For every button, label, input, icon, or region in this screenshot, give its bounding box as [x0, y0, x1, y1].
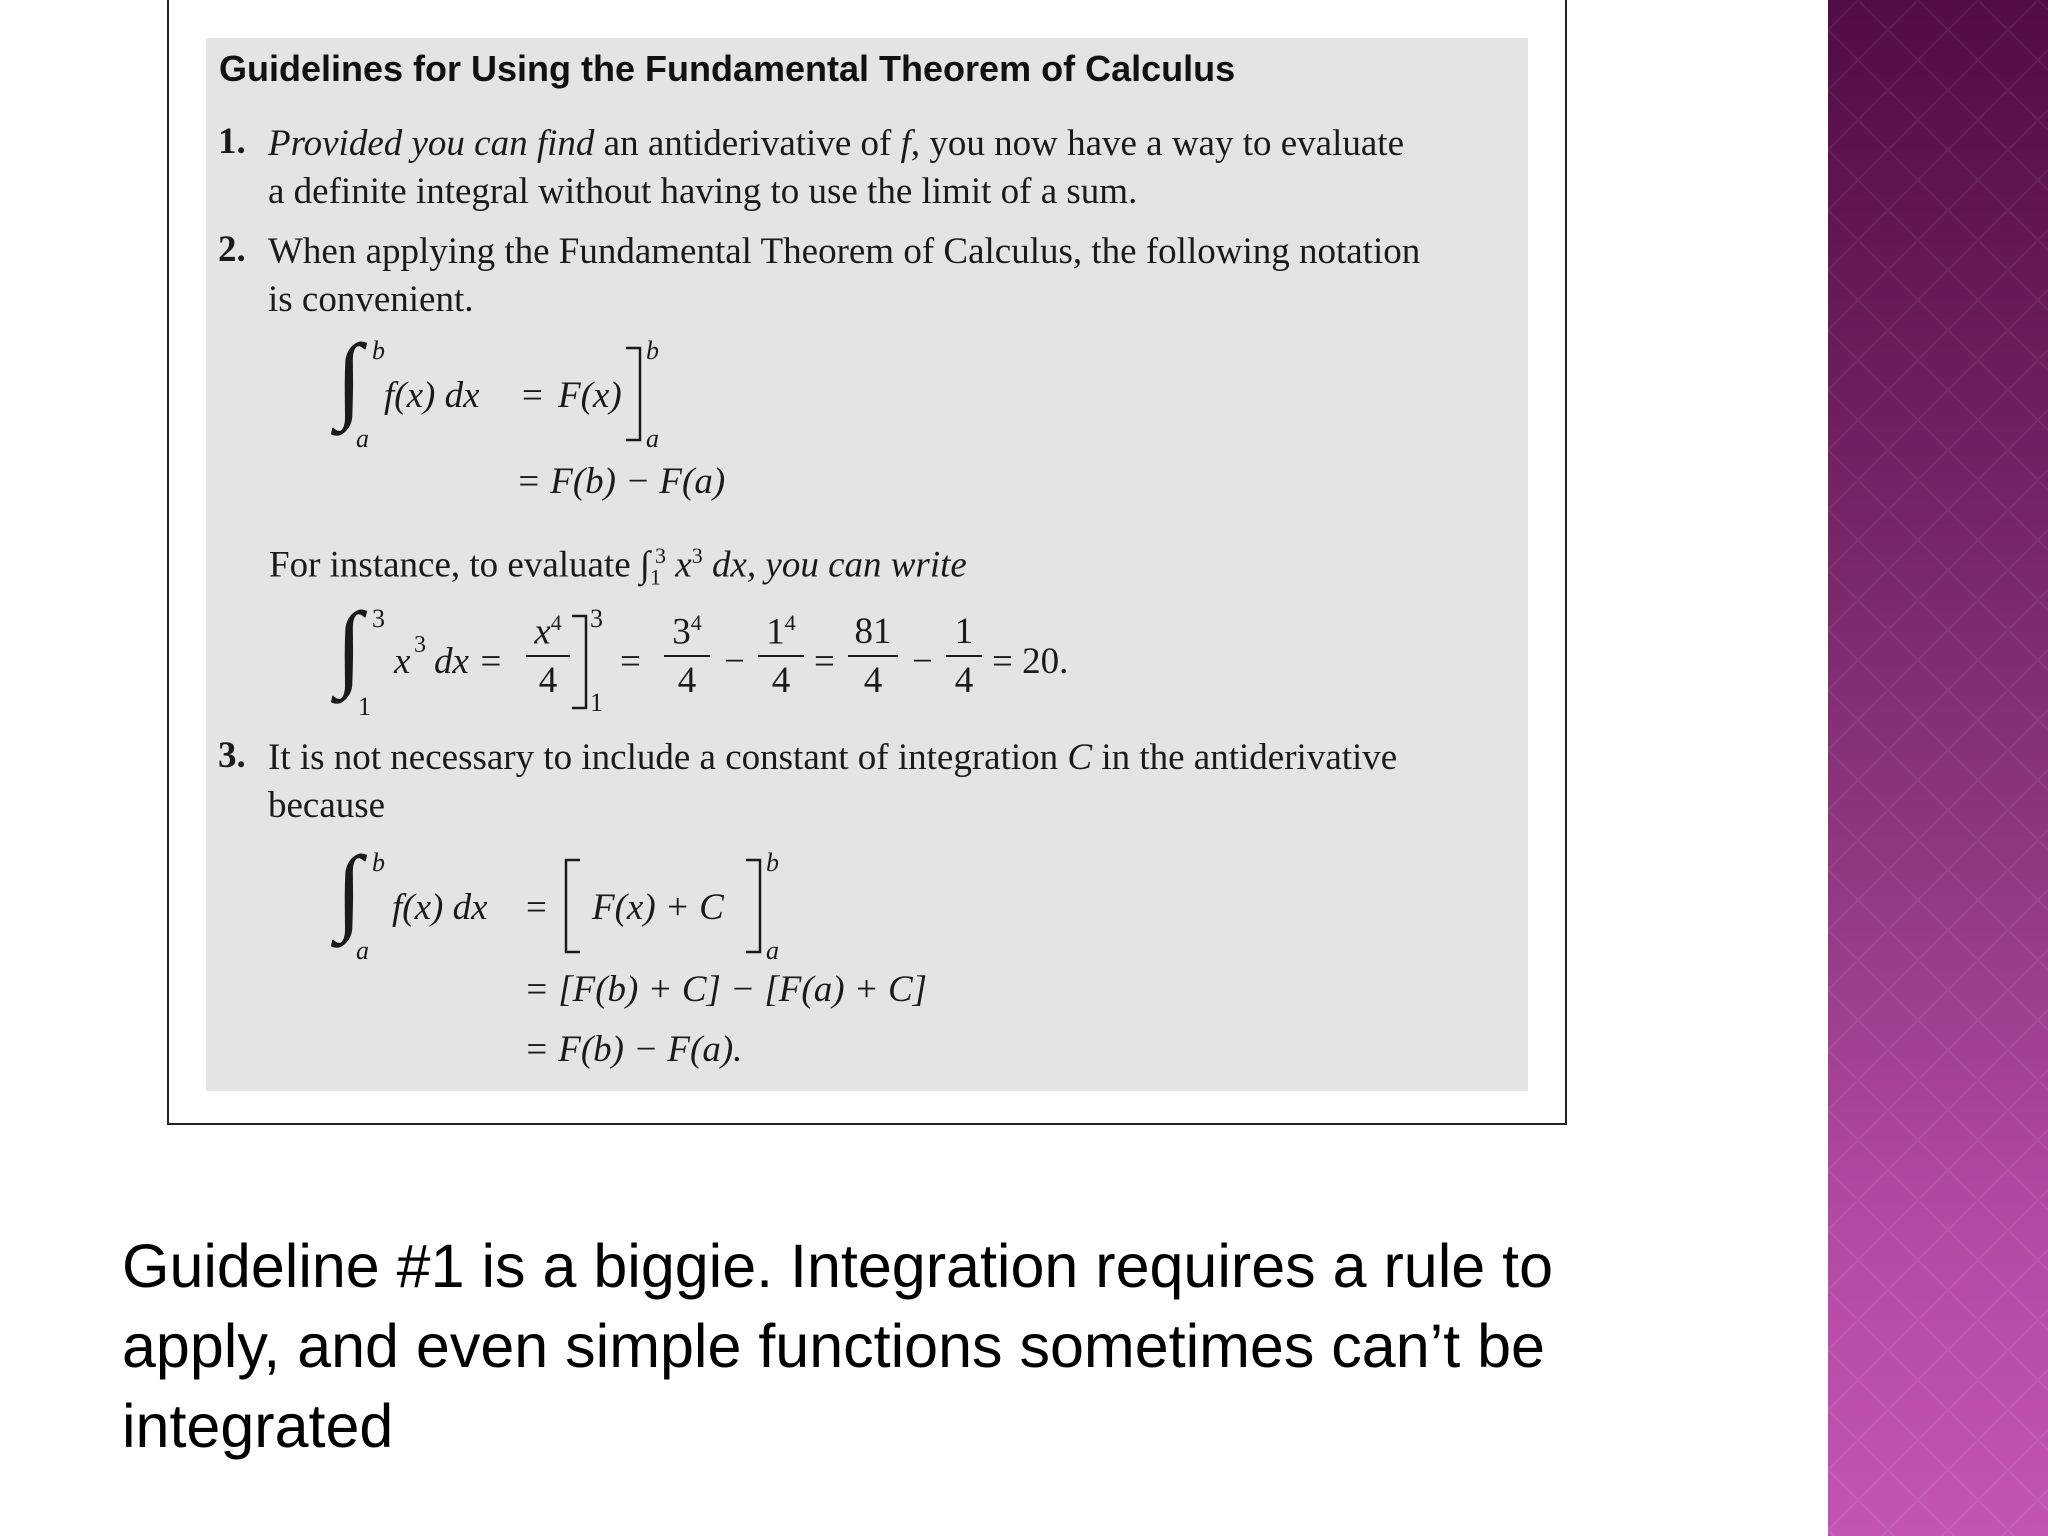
right-square-bracket — [744, 858, 764, 954]
fraction-81-over-4: 81 4 — [848, 610, 898, 702]
integrand: f(x) dx — [392, 887, 488, 928]
bracket-lower-limit: 1 — [590, 688, 603, 717]
integral-upper-limit: b — [372, 336, 385, 365]
bracket-lower-limit: a — [766, 936, 779, 965]
guideline-1-number: 1. — [218, 121, 246, 162]
fraction-1-4-over-4: $1^4$ 4 — [758, 610, 804, 702]
result: = 20. — [992, 641, 1069, 682]
integral-sign: ∫ — [336, 324, 363, 431]
guideline-3-number: 3. — [218, 735, 246, 776]
integrand: f(x) dx — [384, 375, 480, 416]
bracket-upper-limit: 3 — [590, 604, 603, 633]
differential-equals: dx = — [434, 641, 504, 682]
integral-lower-limit: 1 — [358, 692, 371, 721]
guideline-2-number: 2. — [218, 229, 246, 270]
diamond-pattern — [1828, 0, 2048, 1536]
guideline-3-line-2: because — [268, 785, 386, 826]
equation-line-2: = [F(b) + C] − [F(a) + C] — [524, 969, 928, 1010]
equals-sign: = — [522, 375, 543, 416]
slide-caption — [122, 1226, 1822, 1466]
fraction-1-over-4: 1 4 — [946, 610, 982, 702]
minus-sign: − — [912, 641, 933, 682]
bracket-lower-limit: a — [646, 424, 659, 453]
guideline-1-line-1: Provided you can find an antiderivative of f, you now have a way to evaluate — [268, 123, 1405, 164]
caption-line-2: apply, and even simple functions sometimes can’t be — [122, 1312, 1545, 1380]
equals-sign: = — [526, 887, 547, 928]
guidelines-box — [206, 38, 1528, 1091]
equation-line-2: = F(b) − F(a) — [516, 461, 726, 502]
caption-line-3: integrated — [122, 1392, 394, 1460]
minus-sign: − — [724, 641, 745, 682]
inner-expression: F(x) + C — [592, 887, 724, 928]
fraction-x4-over-4: $x^4$ 4 — [526, 610, 570, 702]
bracket-upper-limit: b — [646, 336, 659, 365]
guideline-2-line-2: is convenient. — [268, 279, 474, 320]
equation-line-3: = F(b) − F(a). — [524, 1029, 743, 1070]
guideline-3-line-1: It is not necessary to include a constant of integration C in the antiderivative — [268, 737, 1398, 778]
integral-lower-limit: a — [356, 936, 369, 965]
evaluation-bracket — [624, 346, 644, 442]
box-title: Guidelines for Using the Fundamental Theorem of Calculus — [219, 48, 1236, 89]
evaluation-bracket — [570, 614, 590, 710]
guideline-1-line-2: a definite integral without having to use the limit of a sum. — [268, 171, 1138, 212]
integrand-power: 3 — [414, 632, 426, 658]
left-square-bracket — [562, 858, 582, 954]
integral-sign: ∫ — [336, 592, 363, 699]
integral-lower-limit: a — [356, 424, 369, 453]
decorative-side-strip — [1828, 0, 2048, 1536]
integral-sign: ∫ — [336, 836, 363, 943]
equals-sign: = — [620, 641, 641, 682]
integrand-x: x — [394, 641, 411, 682]
guideline-2-line-1: When applying the Fundamental Theorem of Calculus, the following notation — [268, 231, 1421, 272]
textbook-figure-frame — [167, 0, 1567, 1125]
fraction-3-4-over-4: $3^4$ 4 — [664, 610, 710, 702]
bracket-upper-limit: b — [766, 848, 779, 877]
integral-upper-limit: b — [372, 848, 385, 877]
equals-sign: = — [814, 641, 835, 682]
integral-upper-limit: 3 — [372, 604, 385, 633]
caption-line-1: Guideline #1 is a biggie. Integration requires a rule to — [122, 1232, 1553, 1300]
antiderivative-expr: F(x) — [558, 375, 622, 416]
instance-text: For instance, to evaluate $\int_1^3$ $x^3$ dx, you can write — [269, 543, 967, 590]
